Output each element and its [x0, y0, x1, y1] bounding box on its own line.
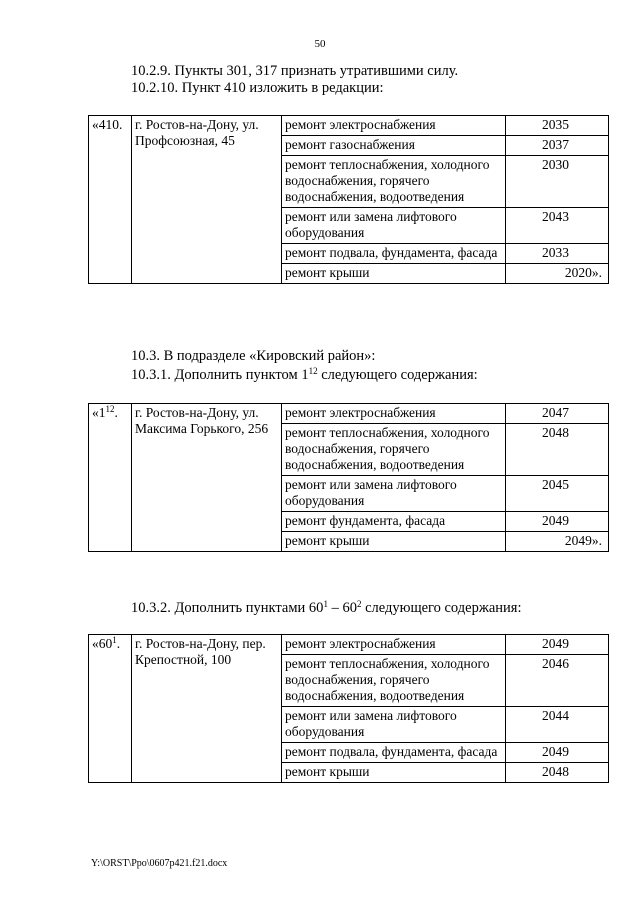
page-number: 50: [314, 38, 326, 50]
work-cell: ремонт фундамента, фасада: [282, 512, 506, 532]
work-cell: ремонт или замена лифтового оборудования: [282, 707, 506, 743]
work-cell: ремонт теплоснабжения, холодного водоснабжения, горячего водоснабжения, водоотведения: [282, 156, 506, 208]
work-cell: ремонт или замена лифтового оборудования: [282, 208, 506, 244]
year-cell: 2020».: [506, 264, 609, 284]
work-cell: ремонт подвала, фундамента, фасада: [282, 743, 506, 763]
year-cell: 2030: [506, 156, 609, 208]
year-cell: 2044: [506, 707, 609, 743]
item-number: «$60^1$.: [89, 635, 132, 783]
work-cell: ремонт электроснабжения: [282, 404, 506, 424]
year-cell: 2037: [506, 136, 609, 156]
table-row: [89, 404, 609, 424]
year-cell: 2047: [506, 404, 609, 424]
year-cell: 2048: [506, 424, 609, 476]
work-cell: ремонт электроснабжения: [282, 116, 506, 136]
work-cell: ремонт крыши: [282, 763, 506, 783]
year-cell: 2033: [506, 244, 609, 264]
work-cell: ремонт крыши: [282, 532, 506, 552]
year-cell: 2035: [506, 116, 609, 136]
table-item-1-12: [88, 403, 609, 552]
address-cell: г. Ростов-на-Дону, ул. Максима Горького, 256: [132, 404, 282, 552]
year-cell: 2049: [506, 743, 609, 763]
work-cell: ремонт теплоснабжения, холодного водоснабжения, горячего водоснабжения, водоотведения: [282, 424, 506, 476]
work-cell: ремонт подвала, фундамента, фасада: [282, 244, 506, 264]
paragraph-10-3: 10.3. В подразделе «Кировский район»:: [131, 348, 376, 364]
work-cell: ремонт теплоснабжения, холодного водоснабжения, горячего водоснабжения, водоотведения: [282, 655, 506, 707]
year-cell: 2049: [506, 635, 609, 655]
item-number: «410.: [89, 116, 132, 284]
paragraph-10-3-1: 10.3.1. Дополнить пунктом $1^{12}$ следующего содержания:: [131, 366, 478, 383]
footer-file-path: Y:\ORST\Ppo\0607p421.f21.docx: [91, 858, 228, 869]
address-cell: г. Ростов-на-Дону, ул. Профсоюзная, 45: [132, 116, 282, 284]
year-cell: 2049: [506, 512, 609, 532]
item-number: «$1^{12}$.: [89, 404, 132, 552]
paragraph-10-2-9: 10.2.9. Пункты 301, 317 признать утратившими силу.: [131, 63, 459, 79]
table-item-410: [88, 115, 609, 284]
year-cell: 2048: [506, 763, 609, 783]
work-cell: ремонт электроснабжения: [282, 635, 506, 655]
work-cell: ремонт или замена лифтового оборудования: [282, 476, 506, 512]
paragraph-10-3-2: 10.3.2. Дополнить пунктами $60^1 - 60^2$ следующего содержания:: [131, 599, 522, 616]
address-cell: г. Ростов-на-Дону, пер. Крепостной, 100: [132, 635, 282, 783]
table-row: [89, 116, 609, 136]
year-cell: 2049».: [506, 532, 609, 552]
work-cell: ремонт газоснабжения: [282, 136, 506, 156]
year-cell: 2046: [506, 655, 609, 707]
table-item-60-1: [88, 634, 609, 783]
paragraph-10-2-10: 10.2.10. Пункт 410 изложить в редакции:: [131, 80, 384, 96]
year-cell: 2043: [506, 208, 609, 244]
work-cell: ремонт крыши: [282, 264, 506, 284]
year-cell: 2045: [506, 476, 609, 512]
table-row: [89, 635, 609, 655]
